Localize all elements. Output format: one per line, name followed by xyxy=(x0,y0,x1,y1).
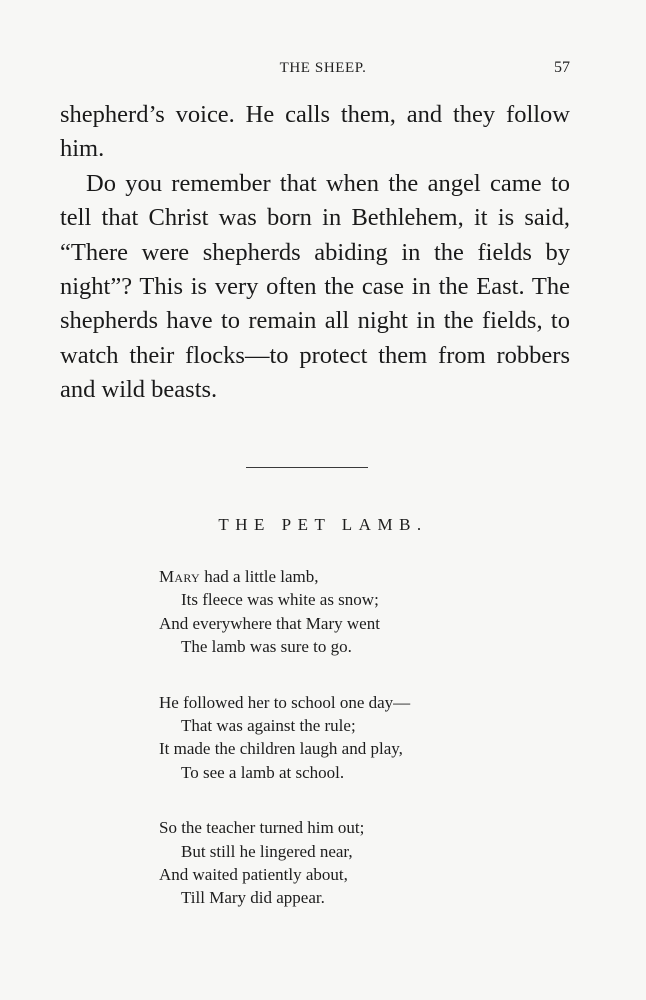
poem-line: That was against the rule; xyxy=(181,716,356,736)
running-title: THE SHEEP. xyxy=(279,60,367,76)
small-caps-word: Mary xyxy=(159,567,200,586)
poem-line: To see a lamb at school. xyxy=(181,762,345,782)
poem-line: But still he lingered near, xyxy=(181,841,353,861)
poem xyxy=(159,565,559,942)
running-head xyxy=(0,56,646,80)
poem-line: He followed her to school one day— xyxy=(159,692,411,712)
poem-line xyxy=(159,565,559,588)
poem-title: THE PET LAMB. xyxy=(218,515,428,534)
stanza xyxy=(159,816,559,910)
poem-line: Its fleece was white as snow; xyxy=(181,590,379,610)
section-divider xyxy=(246,467,368,468)
poem-line: And everywhere that Mary went xyxy=(159,613,380,633)
page-number: 57 xyxy=(554,59,570,76)
paragraph-continuation: shepherd’s voice. He calls them, and they follow him. xyxy=(60,101,570,163)
poem-line: It made the children laugh and play, xyxy=(159,739,403,759)
paragraph-shepherds: Do you remember that when the angel came to tell that Christ was born in Bethlehem, it is said, “There were shepherds abiding in the fields by night”? This is very often the case in the East. The shepherds have to remain all night in the fields, to watch their flocks—to protect them from robbers and wild beasts. xyxy=(60,169,570,404)
poem-line: So the teacher turned him out; xyxy=(159,818,365,838)
stanza xyxy=(159,565,559,659)
poem-line: The lamb was sure to go. xyxy=(181,637,352,657)
poem-line: Till Mary did appear. xyxy=(181,888,325,908)
poem-line: And waited patiently about, xyxy=(159,865,348,885)
prose-body xyxy=(60,98,570,408)
stanza xyxy=(159,691,559,785)
poem-line-text: had a little lamb, xyxy=(200,567,319,586)
